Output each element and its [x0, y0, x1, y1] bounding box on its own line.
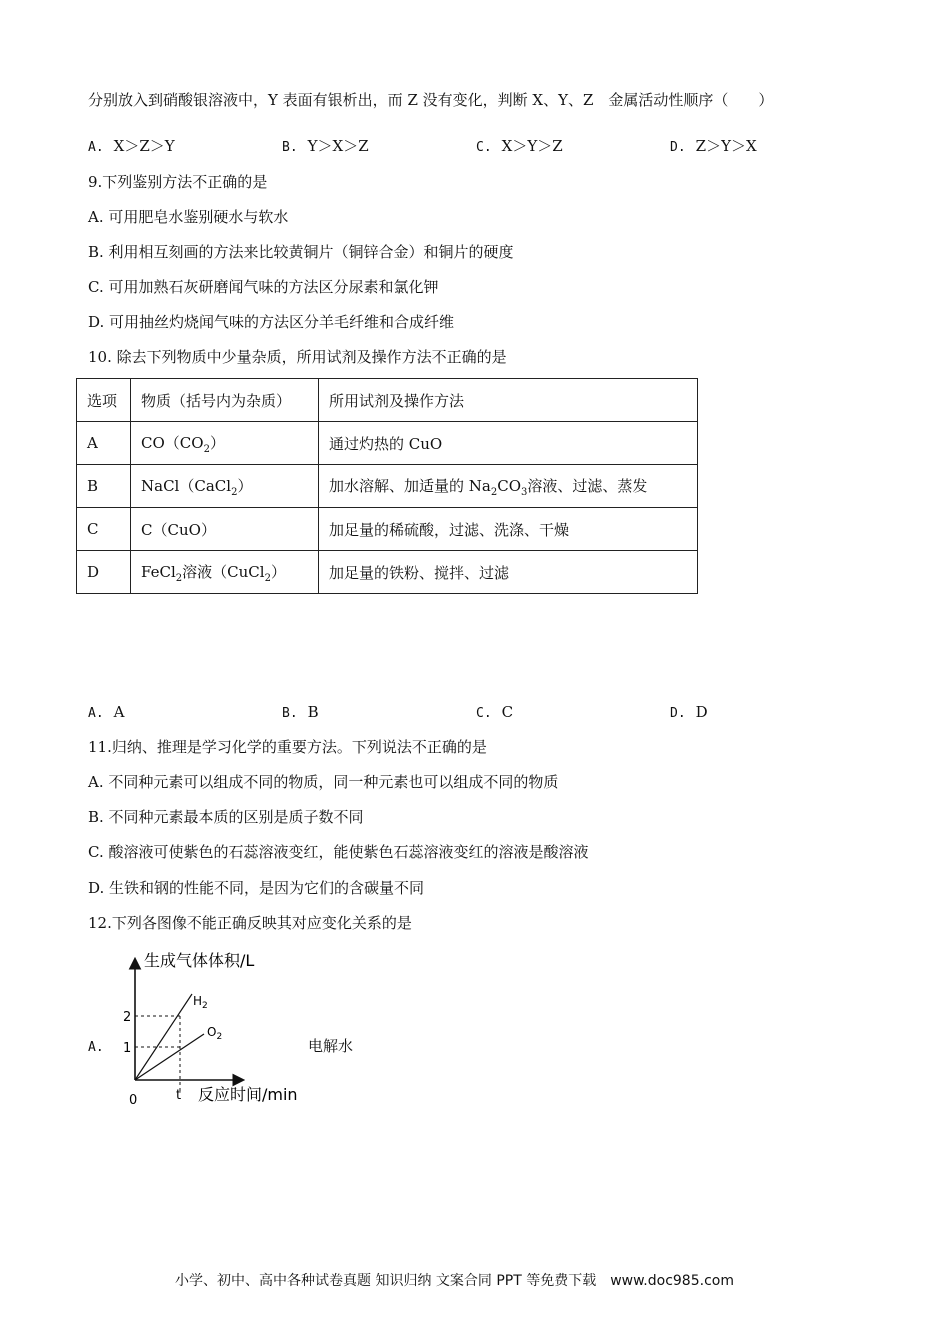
q10-option-d: D. D — [670, 703, 708, 721]
row-option: C — [77, 508, 131, 551]
y-axis-label: 生成气体体积/L — [144, 951, 255, 970]
row-substance: C（CuO） — [131, 508, 319, 551]
table-row — [77, 508, 698, 551]
h2-line — [135, 994, 192, 1080]
row-option: D — [77, 551, 131, 594]
header-substance: 物质（括号内为杂质） — [131, 379, 319, 422]
q9-stem: 9.下列鉴别方法不正确的是 — [88, 173, 268, 191]
q12-option-a-label: A. — [88, 1040, 104, 1055]
x-axis-label: 反应时间/min — [198, 1085, 298, 1104]
q8-option-c: C. X＞Y＞Z — [476, 137, 563, 155]
q9-option-b: B. 利用相互刻画的方法来比较黄铜片（铜锌合金）和铜片的硬度 — [88, 243, 514, 261]
h2-label: $H_2$ — [193, 994, 208, 1011]
q11-stem: 11.归纳、推理是学习化学的重要方法。下列说法不正确的是 — [88, 738, 487, 756]
q9-option-a: A. 可用肥皂水鉴别硬水与软水 — [88, 208, 289, 226]
y-tick-1: 1 — [123, 1041, 132, 1056]
q10-option-b: B. B — [282, 703, 319, 721]
x-tick-t: t — [176, 1088, 182, 1103]
q10-table — [76, 378, 698, 594]
table-header-row — [77, 379, 698, 422]
q12-option-a-caption: 电解水 — [308, 1037, 354, 1055]
q11-option-a: A. 不同种元素可以组成不同的物质，同一种元素也可以组成不同的物质 — [88, 773, 559, 791]
row-method: 加水溶解、加适量的 $Na_2CO_3$溶液、过滤、蒸发 — [319, 465, 698, 508]
header-method: 所用试剂及操作方法 — [319, 379, 698, 422]
q11-option-b: B. 不同种元素最本质的区别是质子数不同 — [88, 808, 364, 826]
q8-option-d: D. Z＞Y＞X — [670, 137, 757, 155]
q10-stem: 10. 除去下列物质中少量杂质，所用试剂及操作方法不正确的是 — [88, 348, 507, 366]
q8-option-a: A. X＞Z＞Y — [88, 137, 175, 155]
q10-option-a: A. A — [88, 703, 125, 721]
q9-option-d: D. 可用抽丝灼烧闻气味的方法区分羊毛纤维和合成纤维 — [88, 313, 455, 331]
page-footer: 小学、初中、高中各种试卷真题 知识归纳 文案合同 PPT 等免费下载 www.doc985.com — [175, 1273, 734, 1289]
q11-option-c: C. 酸溶液可使紫色的石蕊溶液变红，能使紫色石蕊溶液变红的溶液是酸溶液 — [88, 843, 589, 861]
table-row — [77, 465, 698, 508]
electrolysis-graph — [120, 948, 320, 1118]
q10-option-c: C. C — [476, 703, 514, 721]
row-substance: FeCl$_2$溶液（CuCl$_2$） — [131, 551, 319, 594]
table-row — [77, 422, 698, 465]
row-method: 加足量的稀硫酸，过滤、洗涤、干燥 — [319, 508, 698, 551]
origin-label: 0 — [129, 1093, 138, 1108]
row-option: A — [77, 422, 131, 465]
y-tick-2: 2 — [123, 1010, 132, 1025]
row-option: B — [77, 465, 131, 508]
o2-line — [135, 1034, 204, 1080]
q12-stem: 12.下列各图像不能正确反映其对应变化关系的是 — [88, 914, 412, 932]
row-method: 加足量的铁粉、搅拌、过滤 — [319, 551, 698, 594]
row-substance: $CO(CO_2)$ — [131, 422, 319, 465]
row-substance: NaCl（CaCl$_2$） — [131, 465, 319, 508]
row-method: 通过灼热的 CuO — [319, 422, 698, 465]
table-row — [77, 551, 698, 594]
header-option: 选项 — [77, 379, 131, 422]
q8-option-b: B. Y＞X＞Z — [282, 137, 369, 155]
q11-option-d: D. 生铁和钢的性能不同，是因为它们的含碳量不同 — [88, 879, 425, 897]
o2-label: $O_2$ — [207, 1025, 223, 1042]
q8-stem: 分别放入到硝酸银溶液中，Y 表面有银析出，而 Z 没有变化，判断 X、Y、Z 金属活动性顺序（ ） — [88, 91, 774, 109]
q9-option-c: C. 可用加熟石灰研磨闻气味的方法区分尿素和氯化钾 — [88, 278, 439, 296]
